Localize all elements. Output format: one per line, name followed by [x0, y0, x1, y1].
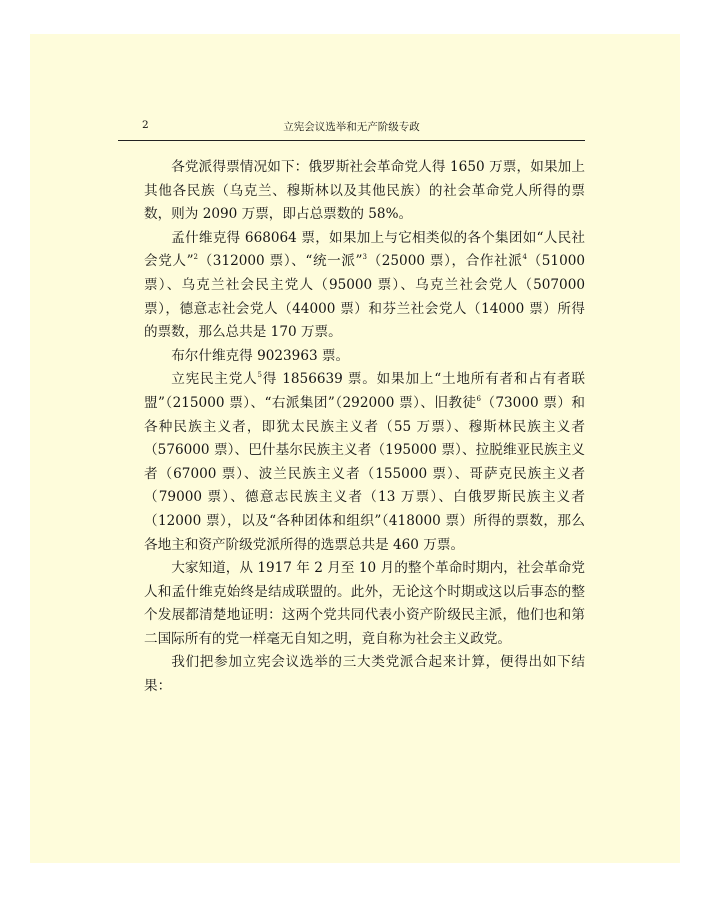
footnote-marker: 2: [193, 253, 199, 262]
footnote-marker: 6: [476, 394, 481, 403]
footnote-marker: 4: [522, 253, 527, 262]
paragraph: [144, 156, 585, 227]
running-header: [118, 118, 585, 141]
text-segment: （51000 票）、乌克兰社会民主党人（95000 票）、乌克兰社会党人（507000 票），德意志社会党人（44000 票）和芬兰社会党人（14000 票）所得的票数，那么总共是 170 万票。: [144, 253, 586, 341]
paragraph: [144, 227, 585, 345]
paragraph: [144, 368, 585, 557]
page-number: 2: [142, 119, 149, 131]
text-segment: 立宪民主党人: [171, 371, 258, 388]
text-segment: 大家知道，从 1917 年 2 月至 10 月的整个革命时期内，社会革命党人和孟什维克始终是结成联盟的。此外，无论这个时期或这以后事态的整个发展都清楚地证明：这两个党共同代表小资产阶级民主派，他们也和第二国际所有的党一样毫无自知之明，竟自称为社会主义政党。: [144, 560, 585, 647]
text-segment: （73000 票）和各种民族主义者，即犹太民族主义者（55 万票）、穆斯林民族主义者（576000 票）、巴什基尔民族主义者（195000 票）、拉脱维亚民族主义者（67000 票）、波兰民族主义者（155000 票）、哥萨克民族主义者（79000 票）、德意志民族主义者（13 万票）、白俄罗斯民族主义者（12000 票），以及“各种团体和组织”（418000 票）所得的票数，那么各地主和资产阶级党派所得的选票总共是 460 万票。: [144, 394, 585, 553]
text-segment: （25000 票），合作社派: [366, 253, 523, 270]
text-segment: 我们把参加立宪会议选举的三大类党派合起来计算，便得出如下结果：: [144, 654, 585, 695]
body-text: [144, 156, 585, 699]
text-segment: 孟什维克得 668064 票，如果加上与它相类似的各个集团如“人民社会党人”: [144, 229, 585, 270]
paragraph: [144, 557, 585, 651]
running-title: 立宪会议选举和无产阶级专政: [283, 121, 420, 133]
text-segment: 布尔什维克得 9023963 票。: [171, 347, 350, 364]
paragraph: [144, 345, 585, 369]
footnote-marker: 3: [362, 253, 367, 262]
text-segment: 得 1856639 票。如果加上“土地所有者和占有者联盟”（215000 票）、“右派集团”（292000 票）、旧教徒: [144, 371, 585, 411]
footnote-marker: 5: [257, 371, 262, 380]
text-segment: （312000 票）、“统一派”: [198, 253, 363, 270]
text-segment: 各党派得票情况如下：俄罗斯社会革命党人得 1650 万票，如果加上其他各民族（乌克兰、穆斯林以及其他民族）的社会革命党人所得的票数，则为 2090 万票，即占总票数的 58%。: [144, 159, 585, 223]
paragraph: [144, 651, 585, 698]
